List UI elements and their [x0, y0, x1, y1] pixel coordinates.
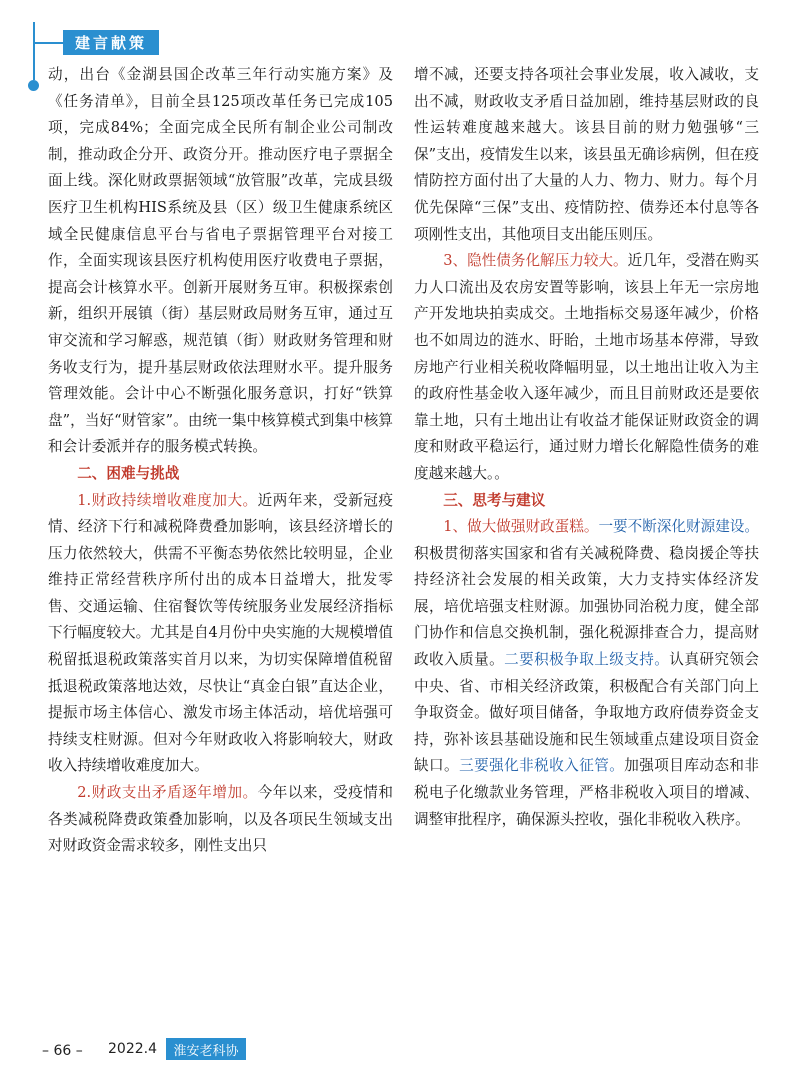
subheading: 2.财政支出矛盾逐年增加。	[77, 784, 258, 802]
subheading-blue: 三要强化非税收入征管。	[459, 757, 625, 775]
subheading: 1、做大做强财政蛋糕。	[443, 518, 599, 536]
section-heading-difficulties: 二、困难与挑战	[77, 464, 180, 482]
body-text: 近几年，受潜在购买力人口流出及农房安置等影响，该县上年无一宗房地产开发地块拍卖成交。土地指标交易逐年减少，价格也不如周边的涟水、盱眙，土地市场基本停滞，导致房地产行业相关税收降幅明显，以土地出让收入为主的政府性基金收入逐年减少，而且目前财政还是要依靠土地，只有土地出让有收益才能保证财政资金的调度和财政平稳运行，通过财力增长化解隐性债务的难度越来越大。。	[414, 252, 759, 482]
journal-name: 淮安老科协	[166, 1038, 246, 1060]
paragraph: 动，出台《金湖县国企改革三年行动实施方案》及《任务清单》，目前全县125项改革任务已完成105项，完成84%；全面完成全民所有制企业公司制改制，推动政企分开、政资分开。推动医疗电子票据全面上线。深化财政票据领域“放管服”改革，完成县级医疗卫生机构HIS系统及县（区）级卫生健康系统区域全民健康信息平台与省电子票据管理平台对接工作，全面实现该县医疗机构使用医疗收费电子票据，提高会计核算水平。创新开展财务互审。积极探索创新，组织开展镇（街）基层财政局财务互审，通过互审交流和学习解惑，规范镇（街）财政财务管理和财务收支行为，提升基层财政依法理财水平。提升服务管理效能。会计中心不断强化服务意识，打好“铁算盘”，当好“财管家”。由统一集中核算模式到集中核算和会计委派并存的服务模式转换。	[48, 66, 393, 456]
subheading: 1.财政持续增收难度加大。	[77, 491, 258, 509]
header-horizontal-rule	[33, 42, 63, 44]
issue-number: 2022.4	[108, 1041, 157, 1057]
paragraph: 增不减，还要支持各项社会事业发展，收入减收，支出不减，财政收支矛盾日益加剧，维持基层财政的良性运转难度越来越大。该县目前的财力勉强够“三保”支出，疫情发生以来，该县虽无确诊病例，但在疫情防控方面付出了大量的人力、物力、财力。每个月优先保障“三保”支出、疫情防控、债券还本付息等各项刚性支出，其他项目支出能压则压。	[414, 66, 759, 243]
paragraph	[48, 780, 393, 860]
body-text: 积极贯彻落实国家和省有关减税降费、稳岗援企等扶持经济社会发展的相关政策，大力支持实体经济发展，培优培强支柱财源。加强协同治税力度，健全部门协作和信息交换机制，强化税源排查合力，提高财政收入质量。	[414, 544, 759, 669]
subheading: 3、隐性债务化解压力较大。	[443, 252, 628, 270]
left-column	[48, 62, 393, 860]
section-heading-suggestions: 三、思考与建议	[443, 491, 546, 509]
body-text: 近两年来，受新冠疫情、经济下行和减税降费叠加影响，该县经济增长的压力依然较大，供需不平衡态势依然比较明显，企业维持正常经营秩序所付出的成本日益增大，批发零售、交通运输、住宿餐饮等传统服务业发展经济指标下行幅度较大。尤其是自4月份中央实施的大规模增值税留抵退税政策落实首月以来，为切实保障增值税留抵退税政策落地达效，尽快让“真金白银”直达企业，提振市场主体信心、激发市场主体活动，培优培强可持续支柱财源。但对今年财政收入将影响较大，财政收入持续增收难度加大。	[48, 491, 393, 775]
section-tag: 建言献策	[63, 30, 159, 55]
header-vertical-rule	[33, 22, 35, 80]
paragraph	[48, 488, 393, 781]
page-number: – 66 –	[42, 1043, 83, 1059]
body-text: 认真研究领会中央、省、市相关经济政策，积极配合有关部门向上争取资金。做好项目储备，争取地方政府债券资金支持，弥补该县基础设施和民生领域重点建设项目资金缺口。	[414, 651, 759, 775]
header-bullet-dot	[28, 80, 39, 91]
paragraph	[414, 514, 759, 833]
subheading-blue: 二要积极争取上级支持。	[504, 651, 670, 669]
body-text: 今年以来，受疫情和各类减税降费政策叠加影响，以及各项民生领域支出对财政资金需求较多，刚性支出只	[48, 784, 393, 855]
body-text: 加强项目库动态和非税电子化缴款业务管理，严格非税收入项目的增减、调整审批程序，确保源头控收，强化非税收入秩序。	[414, 757, 759, 828]
subheading-blue: 一要不断深化财源建设。	[598, 518, 759, 536]
paragraph	[414, 248, 759, 487]
right-column	[414, 62, 759, 833]
